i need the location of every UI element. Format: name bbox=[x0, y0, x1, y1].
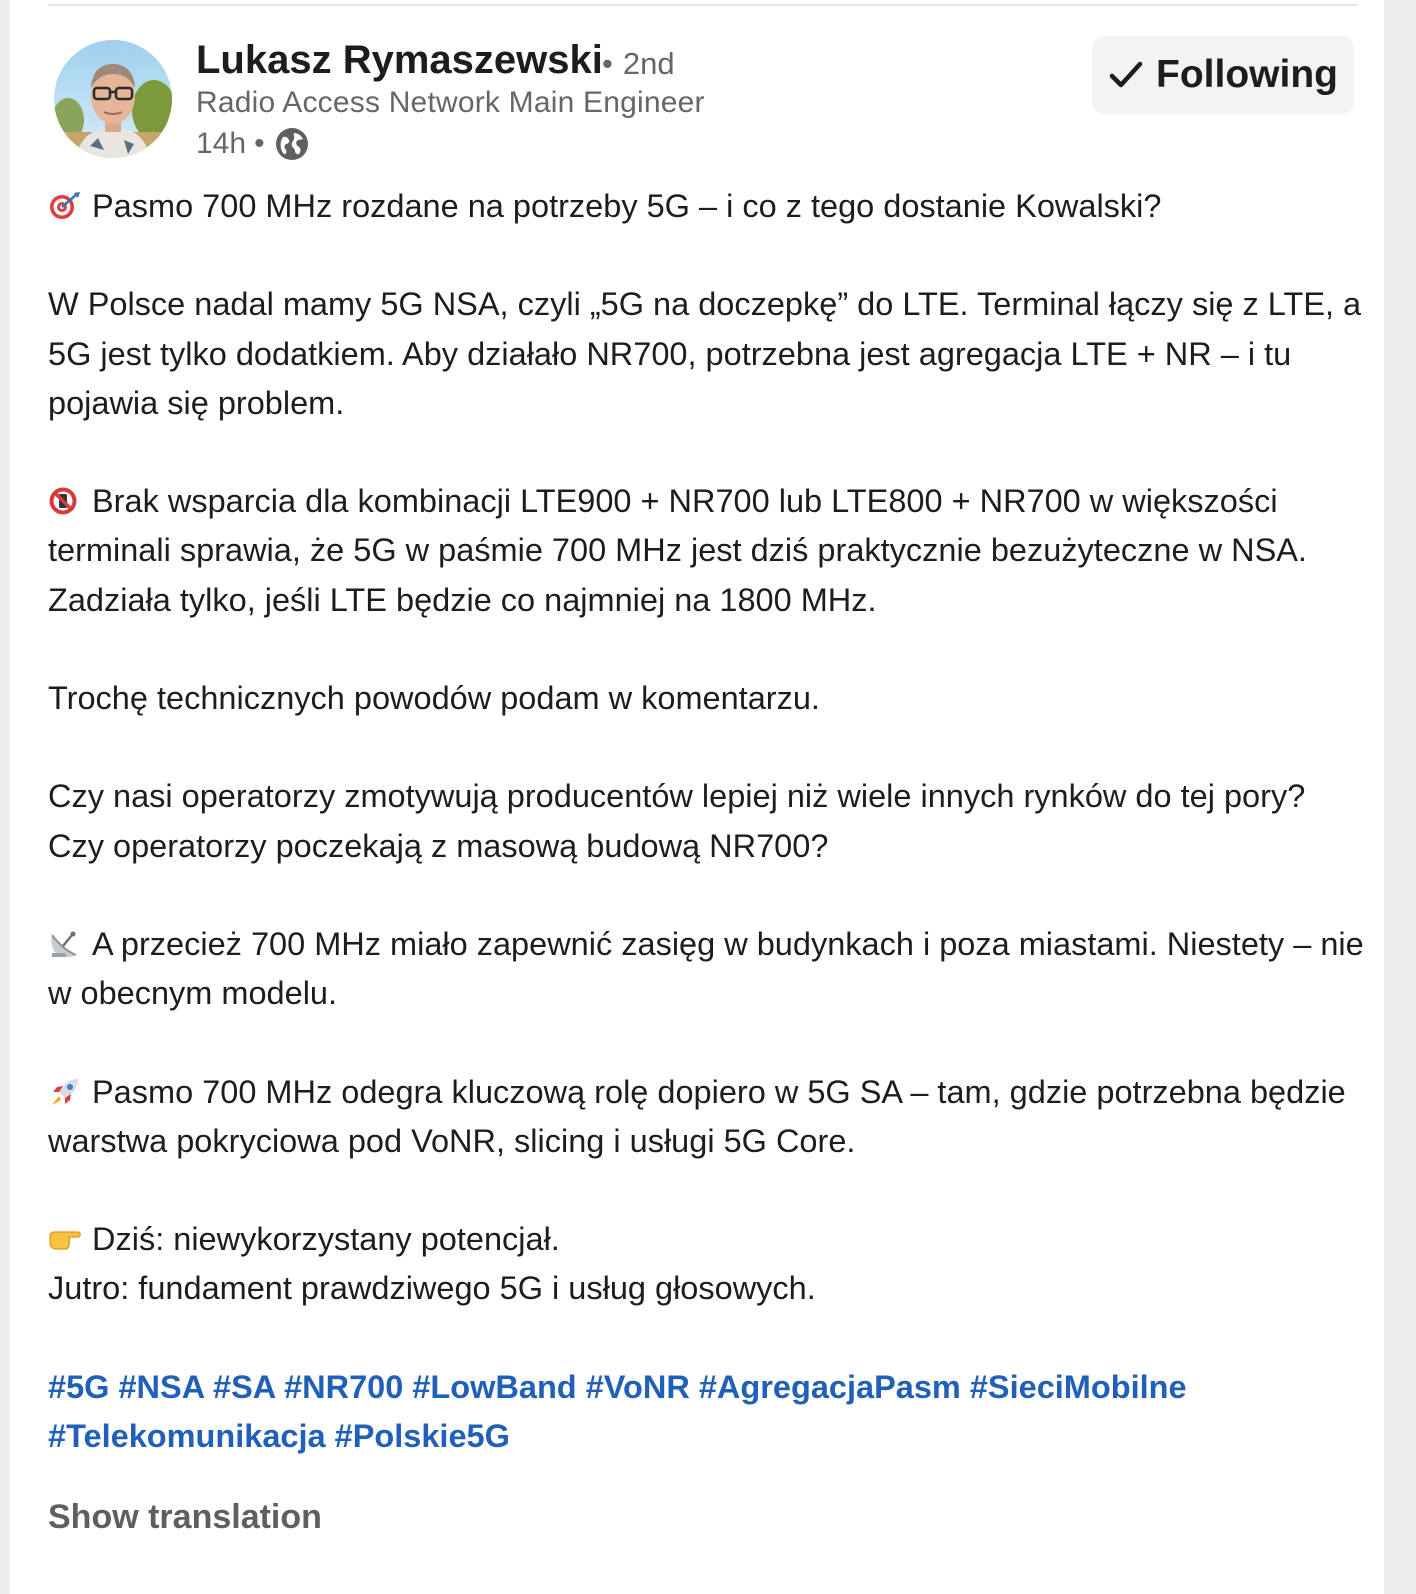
paragraph-text-line2: Jutro: fundament prawdziwego 5G i usług głosowych. bbox=[48, 1270, 816, 1307]
post-paragraph bbox=[48, 477, 1368, 625]
post-paragraph bbox=[48, 1215, 1368, 1313]
post-paragraph bbox=[48, 674, 1368, 723]
author-avatar[interactable] bbox=[54, 40, 172, 158]
post-paragraph bbox=[48, 920, 1368, 1018]
post-body bbox=[48, 182, 1368, 1461]
paragraph-text: Trochę technicznych powodów podam w komentarzu. bbox=[48, 679, 820, 716]
feed-post-card bbox=[10, 0, 1384, 1594]
target-emoji bbox=[48, 186, 82, 216]
paragraph-text: Pasmo 700 MHz odegra kluczową rolę dopiero w 5G SA – tam, gdzie potrzebna będzie warstwa pokryciowa pod VoNR, slicing i usługi 5G Core. bbox=[48, 1073, 1346, 1159]
hashtag-link[interactable]: #Telekomunikacja bbox=[48, 1417, 326, 1454]
author-headline: Radio Access Network Main Engineer bbox=[196, 86, 705, 119]
following-button[interactable] bbox=[1092, 36, 1354, 114]
hashtag-link[interactable]: #AgregacjaPasm bbox=[698, 1368, 961, 1405]
degree-label: 2nd bbox=[622, 46, 675, 81]
rocket-emoji bbox=[48, 1072, 82, 1102]
connection-degree bbox=[602, 46, 675, 82]
avatar-photo bbox=[54, 40, 172, 158]
post-paragraph bbox=[48, 772, 1368, 870]
following-label: Following bbox=[1156, 53, 1338, 96]
no-mobile-phones-emoji bbox=[48, 481, 82, 511]
hashtag-link[interactable]: #SieciMobilne bbox=[969, 1368, 1187, 1405]
paragraph-text: Dziś: niewykorzystany potencjał. bbox=[92, 1221, 560, 1258]
post-meta bbox=[196, 126, 309, 162]
hashtag-link[interactable]: #NSA bbox=[118, 1368, 204, 1405]
paragraph-text: Brak wsparcia dla kombinacji LTE900 + NR700 lub LTE800 + NR700 w większości terminali sprawia, że 5G w paśmie 700 MHz jest dziś praktycznie bezużyteczne w NSA. Zadziała tylko, jeśli LTE będzie co najmniej na 1800 MHz. bbox=[48, 483, 1307, 618]
post-paragraph bbox=[48, 1068, 1368, 1166]
show-translation-button[interactable]: Show translation bbox=[48, 1498, 322, 1536]
pointing-right-emoji bbox=[48, 1219, 82, 1249]
check-icon bbox=[1108, 57, 1144, 93]
globe-icon bbox=[275, 127, 309, 161]
paragraph-text: W Polsce nadal mamy 5G NSA, czyli „5G na doczepkę” do LTE. Terminal łączy się z LTE, a 5G jest tylko dodatkiem. Aby działało NR700, potrzebna jest agregacja LTE + NR – i tu pojawia się problem. bbox=[48, 286, 1362, 421]
paragraph-text: A przecież 700 MHz miało zapewnić zasięg w budynkach i poza miastami. Niestety – nie w obecnym modelu. bbox=[48, 925, 1364, 1012]
hashtag-link[interactable]: #VoNR bbox=[585, 1368, 690, 1405]
hashtag-link[interactable]: #NR700 bbox=[284, 1368, 404, 1405]
hashtag-link[interactable]: #Polskie5G bbox=[334, 1417, 510, 1454]
paragraph-text: Pasmo 700 MHz rozdane na potrzeby 5G – i co z tego dostanie Kowalski? bbox=[92, 188, 1162, 224]
author-name[interactable]: Lukasz Rymaszewski bbox=[196, 38, 603, 82]
hashtag-link[interactable]: #5G bbox=[48, 1368, 110, 1405]
post-paragraph bbox=[48, 280, 1368, 428]
hashtag-list bbox=[48, 1363, 1368, 1461]
time-separator: • bbox=[254, 127, 265, 160]
divider bbox=[48, 4, 1358, 6]
hashtag-link[interactable]: #LowBand bbox=[412, 1368, 577, 1405]
post-time: 14h bbox=[196, 127, 247, 160]
post-paragraph bbox=[48, 182, 1368, 231]
satellite-antenna-emoji bbox=[48, 924, 82, 954]
degree-separator: • bbox=[602, 46, 613, 81]
hashtag-link[interactable]: #SA bbox=[213, 1368, 276, 1405]
paragraph-text: Czy nasi operatorzy zmotywują producentów lepiej niż wiele innych rynków do tej pory? Czy operatorzy poczekają z masową budową NR700? bbox=[48, 778, 1306, 864]
